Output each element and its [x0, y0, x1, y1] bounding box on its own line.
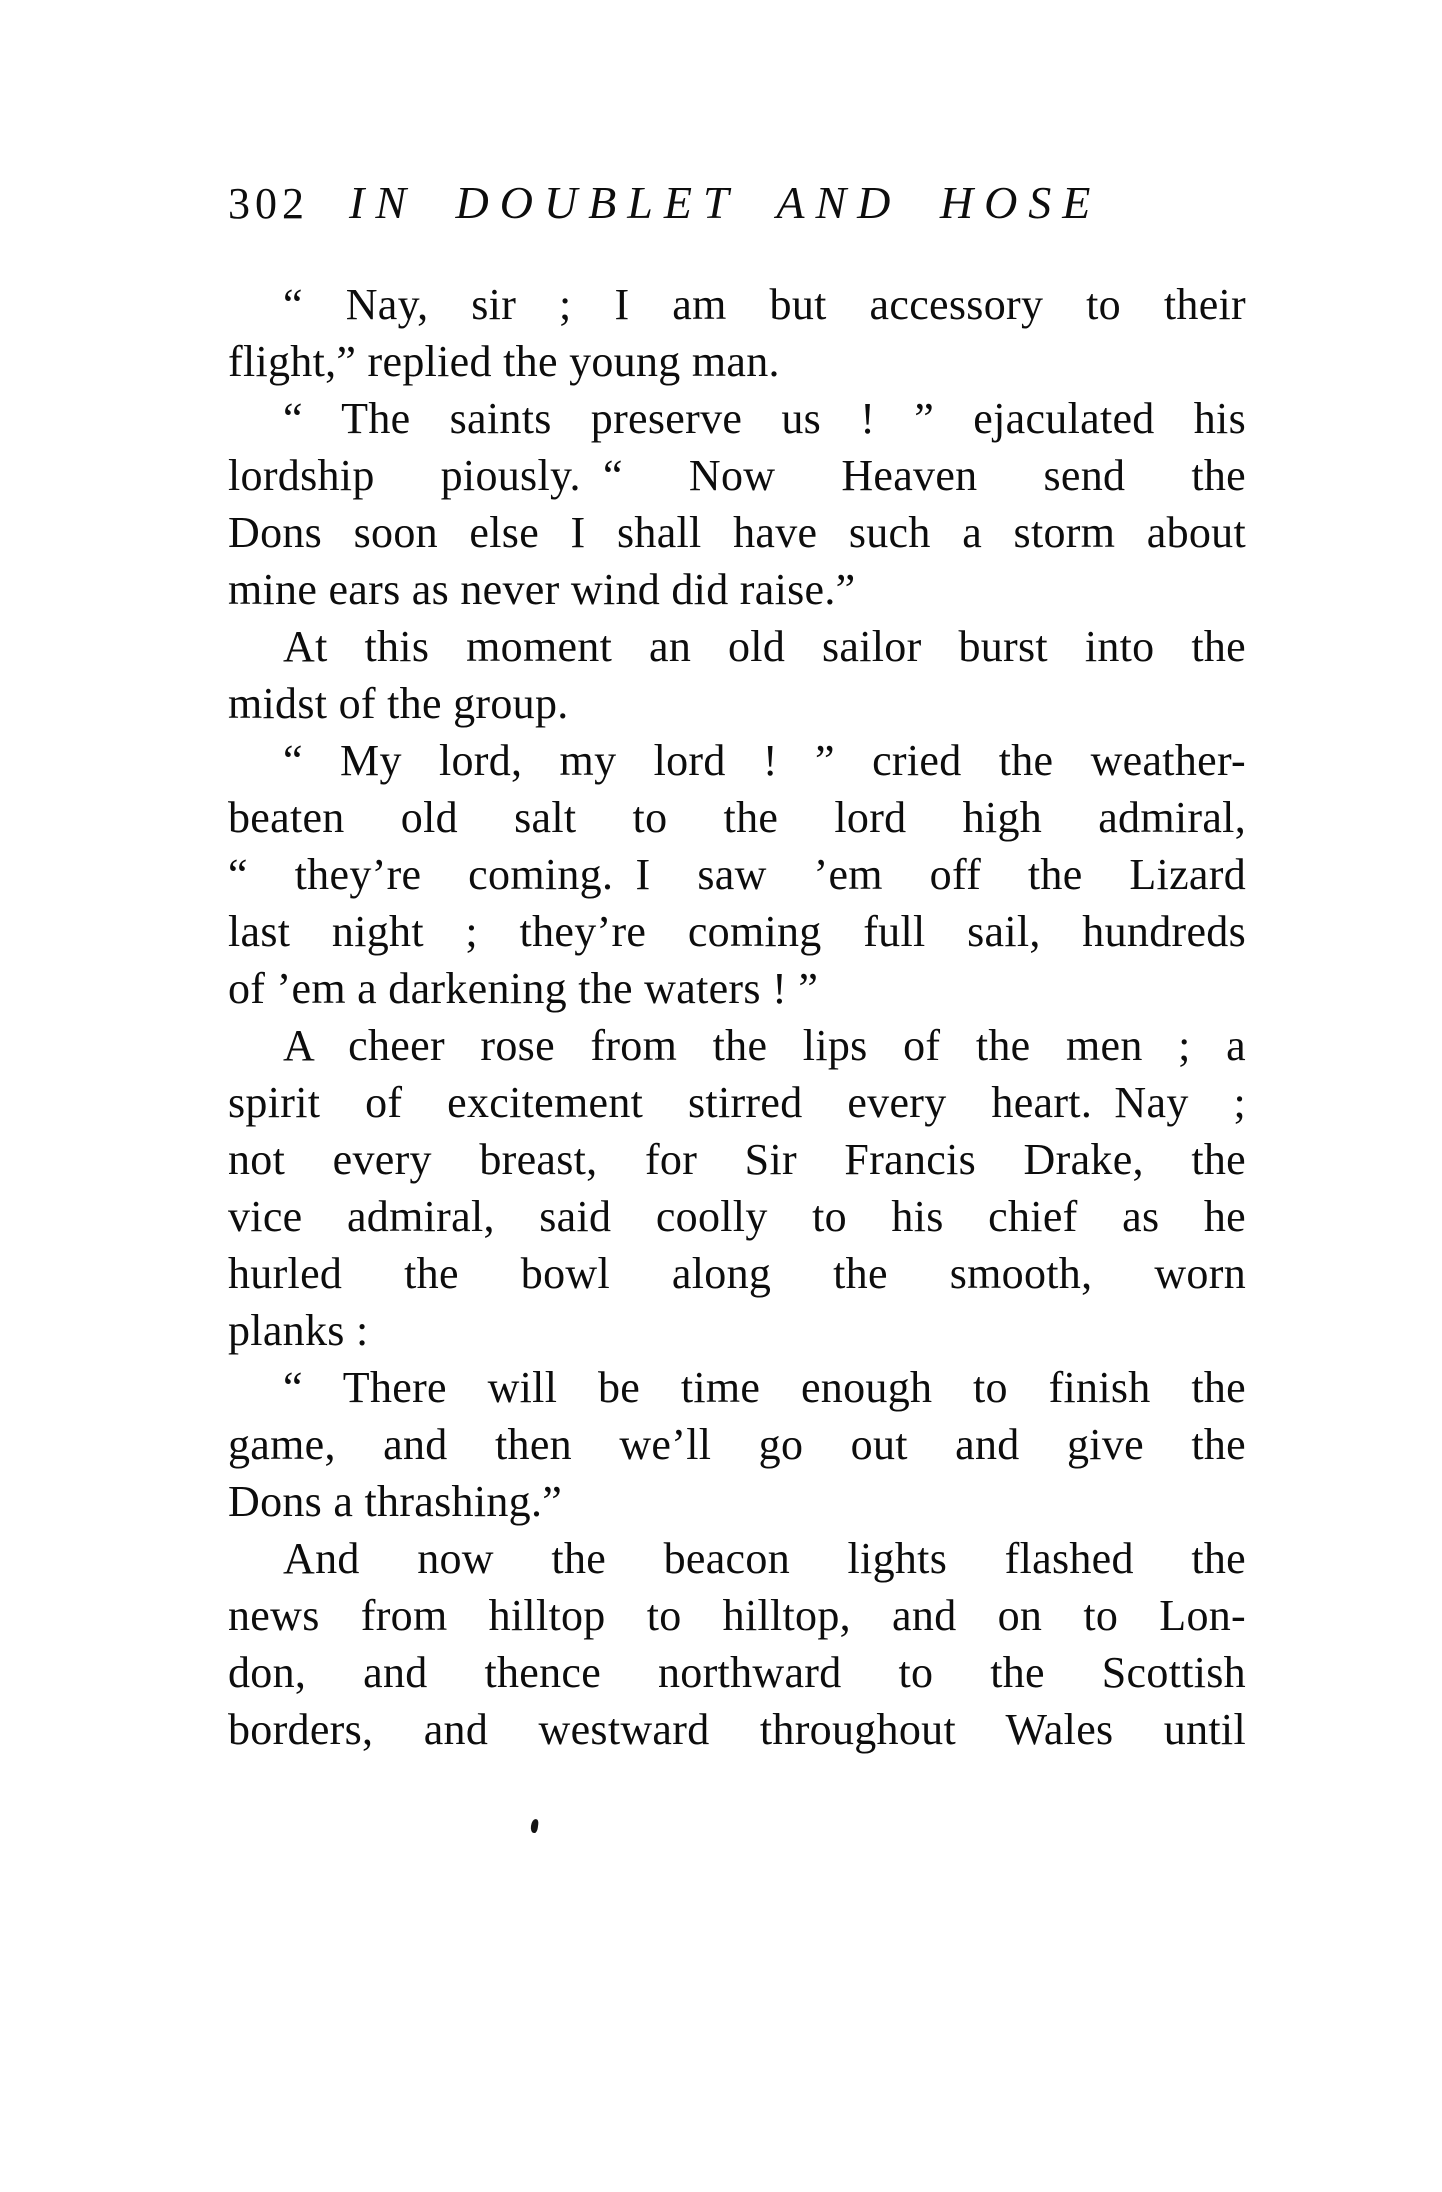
text-line: Dons soon else I shall have such a storm about [228, 508, 1246, 557]
text-line: news from hilltop to hilltop, and on to Lon- [228, 1591, 1246, 1640]
text-line: borders, and westward throughout Wales until [228, 1705, 1246, 1754]
text-line: Dons a thrashing.” [228, 1477, 563, 1526]
text-line: spirit of excitement stirred every heart. Nay ; [228, 1078, 1246, 1127]
paragraph [228, 1017, 1246, 1359]
text-line: not every breast, for Sir Francis Drake, the [228, 1135, 1246, 1184]
paragraph [228, 1530, 1246, 1758]
text-line: of ’em a darkening the waters ! ” [228, 964, 819, 1013]
text-line: mine ears as never wind did raise.” [228, 565, 856, 614]
paragraph [228, 390, 1246, 618]
text-line: midst of the group. [228, 679, 569, 728]
text-line: And now the beacon lights flashed the [283, 1534, 1246, 1583]
text-line: planks : [228, 1306, 369, 1355]
text-line: hurled the bowl along the smooth, worn [228, 1249, 1246, 1298]
ink-speck-artifact [530, 1819, 539, 1834]
text-line: last night ; they’re coming full sail, hundreds [228, 907, 1246, 956]
text-line: “ Nay, sir ; I am but accessory to their [283, 280, 1246, 329]
text-line: At this moment an old sailor burst into the [283, 622, 1246, 671]
text-line: “ There will be time enough to finish the [283, 1363, 1246, 1412]
text-line: flight,” replied the young man. [228, 337, 780, 386]
paragraph [228, 618, 1246, 732]
text-line: game, and then we’ll go out and give the [228, 1420, 1246, 1469]
paragraph [228, 732, 1246, 1017]
text-line: A cheer rose from the lips of the men ; a [283, 1021, 1246, 1070]
text-line: “ My lord, my lord ! ” cried the weather- [283, 736, 1246, 785]
text-line: “ The saints preserve us ! ” ejaculated his [283, 394, 1246, 443]
paragraph [228, 1359, 1246, 1530]
page-number: 302 [228, 179, 309, 228]
running-title: IN DOUBLET AND HOSE [349, 177, 1102, 228]
body-text [228, 276, 1246, 1758]
text-line: don, and thence northward to the Scottish [228, 1648, 1246, 1697]
text-line: beaten old salt to the lord high admiral, [228, 793, 1246, 842]
paragraph [228, 276, 1246, 390]
text-line: lordship piously. “ Now Heaven send the [228, 451, 1246, 500]
text-line: “ they’re coming. I saw ’em off the Lizard [228, 850, 1246, 899]
text-line: vice admiral, said coolly to his chief as he [228, 1192, 1246, 1241]
running-header [228, 176, 1246, 229]
